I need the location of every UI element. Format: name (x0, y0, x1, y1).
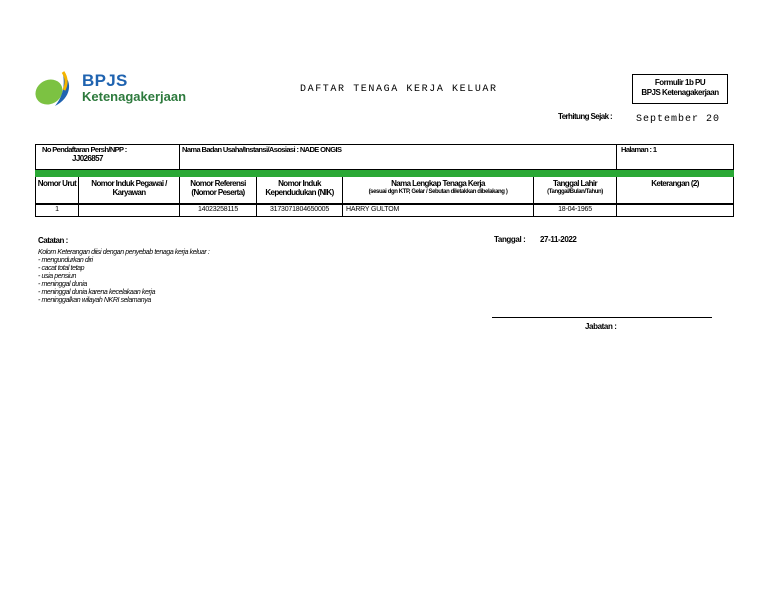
col-header-dob-sub: (Tanggal/Bulan/Tahun) (547, 189, 603, 195)
cell-nik: 3173071804650005 (269, 206, 330, 213)
note-item: - meninggalkan wilayah NKRI selamanya (38, 297, 151, 304)
col-header-employee-id: Nomor Induk Pegawai / Karyawan (91, 179, 167, 197)
since-value: September 20 (636, 114, 721, 125)
note-item: - meninggal dunia (38, 281, 87, 288)
table-band (35, 170, 734, 177)
registration-value: JJ026857 (72, 154, 103, 163)
cell-reference: 14023258115 (197, 206, 239, 213)
registration-label: No Pendaftaran Persh/NPP : (42, 145, 127, 154)
col-header-dob (534, 179, 616, 197)
cell-dob: 18-04-1965 (558, 206, 592, 213)
col-header-reference: Nomor Referensi (Nomor Peserta) (190, 179, 246, 197)
position-label: Jabatan : (585, 322, 617, 331)
since-label: Terhitung Sejak : (558, 112, 613, 121)
cell-number: 1 (55, 206, 59, 213)
page-label: Halaman : 1 (621, 145, 657, 154)
note-item: - mengundurkan diri (38, 257, 93, 264)
note-item: - meninggal dunia karena kecelakaan kerja (38, 289, 156, 296)
logo-brand: BPJS (82, 71, 128, 90)
form-code: Formulir 1b PU (654, 78, 706, 87)
cell-name: HARRY GULTOM (346, 206, 400, 213)
col-header-name (343, 179, 533, 197)
note-item: - cacat total tetap (38, 265, 85, 272)
date-value: 27-11-2022 (540, 235, 577, 244)
bpjs-leaf-icon (33, 68, 81, 110)
document-title: DAFTAR TENAGA KERJA KELUAR (300, 84, 498, 95)
note-item: - usia pensiun (38, 273, 76, 280)
date-label: Tanggal : (494, 235, 526, 244)
col-header-number: Nomor Urut (37, 179, 77, 188)
table-row (35, 204, 734, 217)
info-row (35, 144, 734, 170)
company-label: Nama Badan Usaha/Instansi/Asosiasi : NADE ONGIS (182, 145, 342, 154)
col-header-name-title: Nama Lengkap Tenaga Kerja (391, 179, 485, 188)
notes-intro: Kolom Keterangan diisi dengan penyebab tenaga kerja keluar : (38, 249, 210, 256)
col-header-nik: Nomor Induk Kependudukan (NIK) (265, 179, 334, 197)
table-header-row (35, 177, 734, 204)
notes-label: Catatan : (38, 236, 68, 245)
signature-line (492, 317, 712, 318)
col-header-dob-title: Tanggal Lahir (552, 179, 598, 188)
logo-subbrand: Ketenagakerjaan (82, 89, 187, 104)
form-issuer: BPJS Ketenagakerjaan (641, 88, 719, 97)
col-header-name-sub: (sesuai dgn KTP, Gelar / Sebutan diletakkan dibelakang ) (368, 189, 508, 195)
form-code-box (632, 74, 728, 104)
col-header-notes: Keterangan (2) (651, 179, 699, 188)
